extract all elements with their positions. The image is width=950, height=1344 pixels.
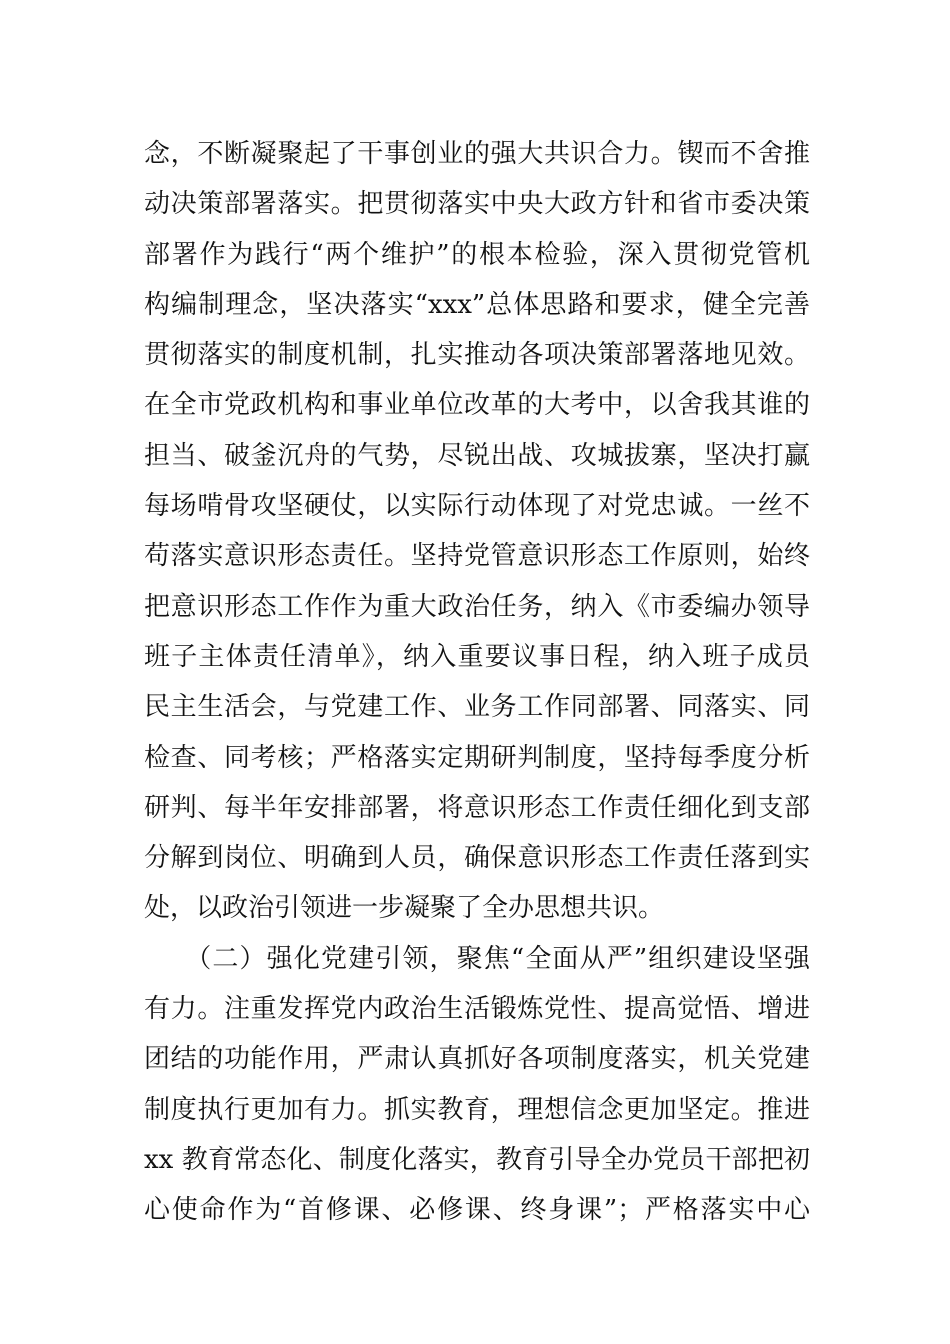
body-text — [144, 129, 810, 1236]
text-line: 民主生活会，与党建工作、业务工作同部署、同落实、同 — [144, 692, 810, 723]
text-line: 担当、破釜沉舟的气势，尽锐出战、攻城拔寨，坚决打赢 — [144, 440, 810, 471]
text-line: 念，不断凝聚起了干事创业的强大共识合力。锲而不舍推 — [144, 139, 810, 169]
text-line: 把意识形态工作作为重大政治任务，纳入《市委编办领导 — [144, 591, 810, 622]
text-line: 研判、每半年安排部署，将意识形态工作责任细化到支部 — [144, 792, 810, 823]
text-line: 班子主体责任清单》，纳入重要议事日程，纳入班子成员 — [144, 641, 810, 672]
section-heading-line: （二）强化党建引领，聚焦“全面从严”组织建设坚强 — [144, 943, 810, 974]
text-line: xx 教育常态化、制度化落实，教育引导全办党员干部把初 — [144, 1144, 810, 1175]
text-line: 部署作为践行“两个维护”的根本检验，深入贯彻党管机 — [144, 239, 810, 270]
text-line: 构编制理念，坚决落实“xxx”总体思路和要求，健全完善 — [144, 289, 810, 320]
text-line: 心使命作为“首修课、必修课、终身课”；严格落实中心 — [144, 1195, 810, 1226]
text-line: 在全市党政机构和事业单位改革的大考中，以舍我其谁的 — [144, 390, 810, 421]
text-line-paragraph-end: 处，以政治引领进一步凝聚了全办思想共识。 — [144, 893, 665, 924]
text-line: 检查、同考核；严格落实定期研判制度，坚持每季度分析 — [144, 742, 810, 773]
text-line: 动决策部署落实。把贯彻落实中央大政方针和省市委决策 — [144, 189, 810, 220]
text-line: 分解到岗位、明确到人员，确保意识形态工作责任落到实 — [144, 843, 810, 874]
text-line: 制度执行更加有力。抓实教育，理想信念更加坚定。推进 — [144, 1094, 810, 1125]
text-line: 贯彻落实的制度机制，扎实推动各项决策部署落地见效。 — [144, 340, 810, 371]
text-line: 有力。注重发挥党内政治生活锻炼党性、提高觉悟、增进 — [144, 994, 810, 1025]
text-line: 苟落实意识形态责任。坚持党管意识形态工作原则，始终 — [144, 541, 810, 572]
text-line: 团结的功能作用，严肃认真抓好各项制度落实，机关党建 — [144, 1044, 810, 1075]
text-line: 每场啃骨攻坚硬仗，以实际行动体现了对党忠诚。一丝不 — [144, 491, 810, 522]
